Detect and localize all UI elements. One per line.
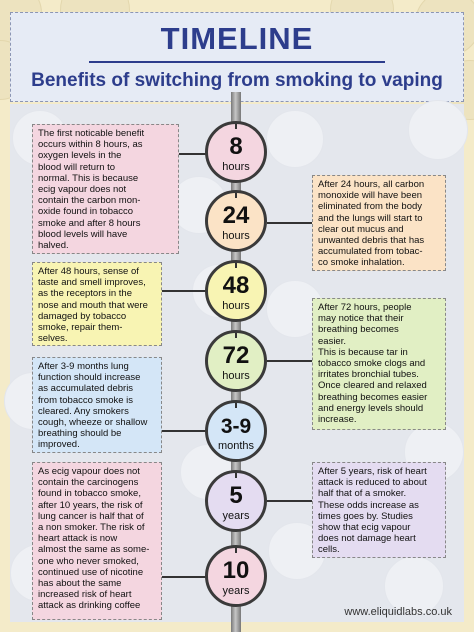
page-subtitle: Benefits of switching from smoking to vaping <box>31 70 443 91</box>
milestone-dial <box>205 400 267 462</box>
milestone-text: After 48 hours, sense of taste and smell improves, as the receptors in the nose and mouth that were damaged by tobacco smoke, repair them- selves. <box>38 266 148 345</box>
dial-unit: hours <box>222 370 250 382</box>
dial-number: 8 <box>229 133 243 160</box>
dial-tick <box>235 548 237 553</box>
milestone-dial <box>205 260 267 322</box>
connector-line <box>267 222 312 224</box>
milestone-text: After 72 hours, people may notice that their breathing becomes easier. This is because tar in tobacco smoke clogs and irritates bronchial tubes. Once cleared and relaxed breathing becomes easier and energy levels should increase. <box>318 302 428 426</box>
milestone-text: After 24 hours, all carbon monoxide will have been eliminated from the body and the lungs will start to clear out mucus and unwanted debris that has accumulated from tobac- co smoke inhalation. <box>318 179 425 269</box>
dial-number: 48 <box>222 272 250 299</box>
dial-unit: months <box>217 440 255 452</box>
footer-url: www.eliquidlabs.co.uk <box>344 606 452 618</box>
dial-unit: hours <box>222 300 250 312</box>
background-clock <box>408 100 468 160</box>
dial-tick <box>235 124 237 129</box>
dial-number: 5 <box>229 482 243 509</box>
dial-tick <box>235 193 237 198</box>
milestone-text-box <box>32 262 162 346</box>
dial-number: 10 <box>222 557 250 584</box>
milestone-text-box <box>312 462 446 558</box>
dial-tick <box>235 263 237 268</box>
dial-tick <box>235 403 237 408</box>
connector-line <box>267 360 312 362</box>
background-clock <box>266 110 324 168</box>
dial-number: 3-9 <box>220 415 252 438</box>
milestone-text-box <box>312 298 446 430</box>
dial-number: 24 <box>222 202 250 229</box>
milestone-text-box <box>32 357 162 453</box>
header-banner <box>10 12 464 102</box>
milestone-text: After 3-9 months lung function should increase as accumulated debris from tobacco smoke is cleared. Any smokers cough, wheeze or shallow breathing should be improved. <box>38 361 148 451</box>
milestone-text: As ecig vapour does not contain the carcinogens found in tobacco smoke, after 10 years, the risk of lung cancer is half that of a non smoker. The risk of heart attack is now almost the same as some- one who never smoked, continued use of nicotine has about the same increased risk of heart attack as drinking coffee <box>38 466 150 612</box>
dial-unit: hours <box>222 230 250 242</box>
connector-line <box>162 576 206 578</box>
milestone-text-box <box>32 462 162 620</box>
milestone-text: The first noticable benefit occurs within 8 hours, as oxygen levels in the blood will return to normal. This is because ecig vapour does not contain the carbon mon- oxide found in tobacco smoke and after 8 hours blood levels will have halved. <box>38 128 145 252</box>
connector-line <box>179 153 206 155</box>
title-underline <box>89 61 385 63</box>
dial-number: 72 <box>222 342 250 369</box>
dial-unit: years <box>222 585 250 597</box>
dial-unit: hours <box>222 161 250 173</box>
dial-tick <box>235 333 237 338</box>
milestone-text: After 5 years, risk of heart attack is reduced to about half that of a smoker. These odds increase as times goes by. Studies show that ecig vapour does not damage heart cells. <box>318 466 427 556</box>
milestone-dial <box>205 470 267 532</box>
connector-line <box>162 290 206 292</box>
milestone-dial <box>205 190 267 252</box>
milestone-dial <box>205 545 267 607</box>
milestone-dial <box>205 330 267 392</box>
milestone-text-box <box>32 124 179 254</box>
milestone-dial <box>205 121 267 183</box>
milestone-text-box <box>312 175 446 271</box>
page-title: TIMELINE <box>160 21 314 56</box>
connector-line <box>162 430 206 432</box>
dial-tick <box>235 473 237 478</box>
dial-unit: years <box>222 510 250 522</box>
connector-line <box>267 500 312 502</box>
